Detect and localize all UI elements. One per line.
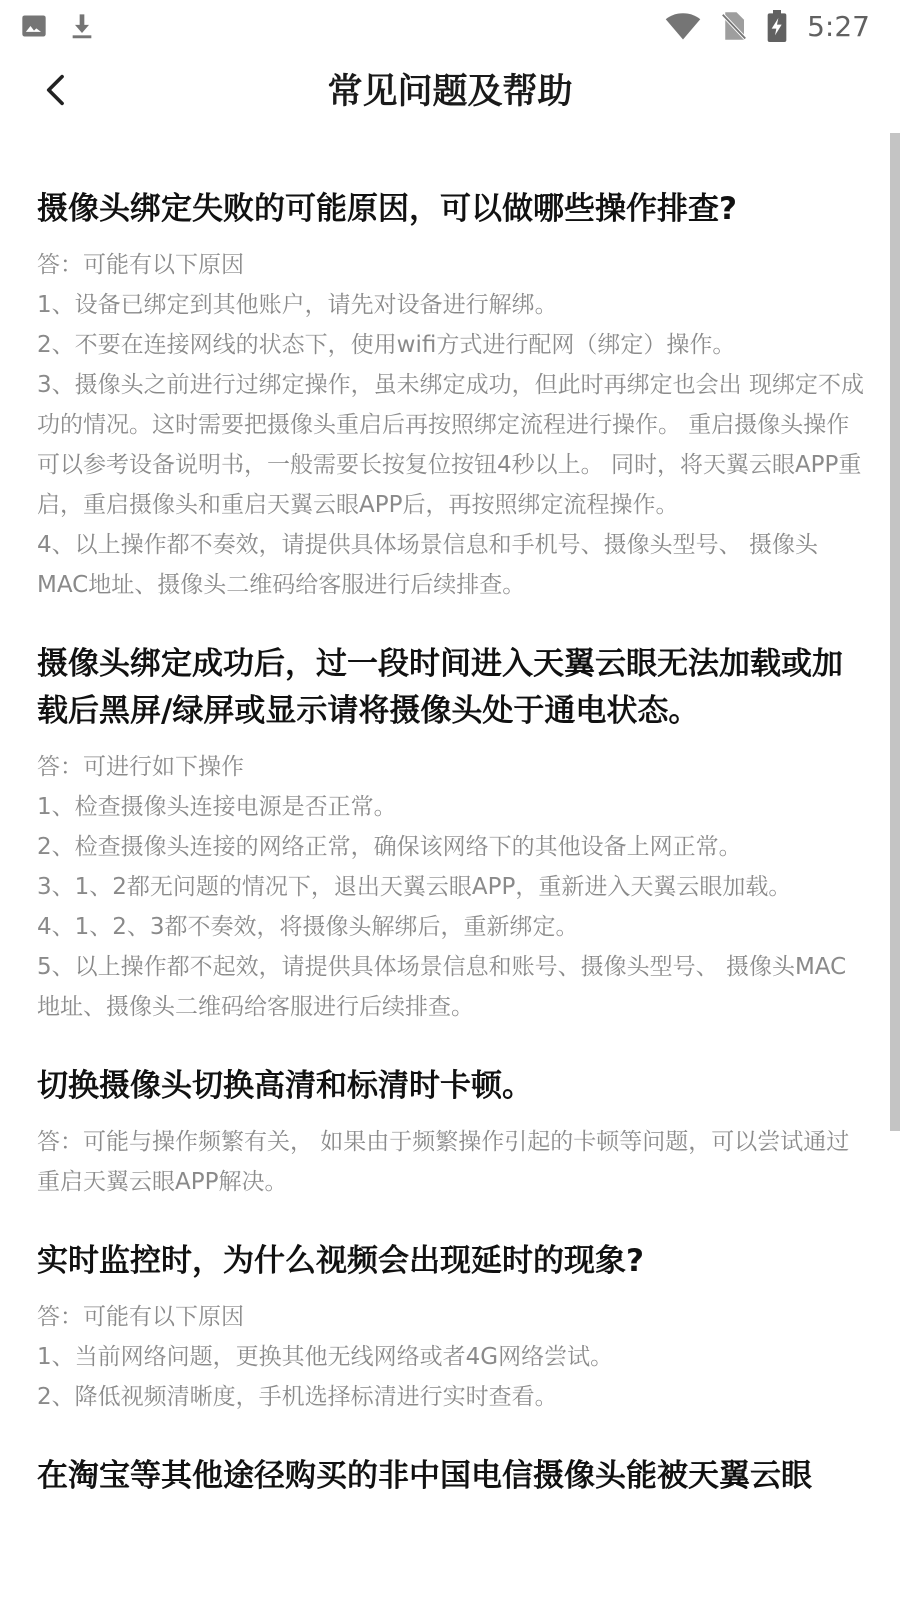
faq-answer-line: 答：可能与操作频繁有关， 如果由于频繁操作引起的卡顿等问题，可以尝试通过重启天翼云眼APP解决。 — [37, 1129, 850, 1195]
faq-answer-line: 答：可进行如下操作 — [37, 754, 244, 780]
faq-item — [37, 186, 865, 605]
faq-answer-line: 1、检查摄像头连接电源是否正常。 — [37, 794, 397, 820]
battery-charging-icon — [767, 10, 787, 42]
faq-question: 摄像头绑定成功后，过一段时间进入天翼云眼无法加载或加载后黑屏/绿屏或显示请将摄像头处于通电状态。 — [37, 646, 843, 729]
faq-question: 在淘宝等其他途径购买的非中国电信摄像头能被天翼云眼 — [37, 1458, 812, 1494]
faq-item — [37, 1063, 865, 1202]
app-bar — [0, 52, 900, 132]
no-sim-icon — [721, 11, 747, 41]
faq-list — [0, 132, 865, 1500]
status-right — [665, 10, 870, 43]
faq-question: 实时监控时，为什么视频会出现延时的现象? — [37, 1243, 644, 1279]
faq-question: 摄像头绑定失败的可能原因，可以做哪些操作排查? — [37, 191, 737, 227]
faq-answer-line: 1、当前网络问题，更换其他无线网络或者4G网络尝试。 — [37, 1344, 614, 1370]
status-bar — [0, 0, 900, 52]
faq-answer-line: 3、1、2都无问题的情况下，退出天翼云眼APP，重新进入天翼云眼加载。 — [37, 874, 792, 900]
faq-answer-line: 5、以上操作都不起效，请提供具体场景信息和账号、摄像头型号、 摄像头MAC地址、摄像头二维码给客服进行后续排查。 — [37, 954, 847, 1020]
download-icon — [68, 11, 96, 41]
faq-answer-line: 答：可能有以下原因 — [37, 252, 244, 278]
faq-answer-line: 2、检查摄像头连接的网络正常，确保该网络下的其他设备上网正常。 — [37, 834, 742, 860]
faq-item — [37, 1238, 865, 1417]
faq-answer-line: 4、1、2、3都不奏效，将摄像头解绑后，重新绑定。 — [37, 914, 579, 940]
faq-item — [37, 1453, 865, 1500]
page-title: 常见问题及帮助 — [327, 72, 573, 112]
faq-answer-line: 4、以上操作都不奏效，请提供具体场景信息和手机号、摄像头型号、 摄像头MAC地址、摄像头二维码给客服进行后续排查。 — [37, 532, 818, 598]
faq-item — [37, 641, 865, 1027]
faq-answer-line: 2、降低视频清晰度，手机选择标清进行实时查看。 — [37, 1384, 558, 1410]
status-time: 5:27 — [807, 9, 870, 43]
faq-answer-line: 3、摄像头之前进行过绑定操作，虽未绑定成功，但此时再绑定也会出 现绑定不成功的情况。这时需要把摄像头重启后再按照绑定流程进行操作。 重启摄像头操作可以参考设备说明书，一般需要长按复位按钮4秒以上。 同时，将天翼云眼APP重启，重启摄像头和重启天翼云眼APP后，再按照绑定流程操作。 — [37, 372, 864, 518]
faq-scroll-area[interactable] — [0, 132, 900, 1600]
faq-question: 切换摄像头切换高清和标清时卡顿。 — [37, 1068, 533, 1104]
faq-answer-line: 答：可能有以下原因 — [37, 1304, 244, 1330]
status-left — [20, 11, 96, 41]
scrollbar[interactable] — [890, 133, 900, 1131]
wifi-icon — [665, 11, 701, 41]
image-icon — [20, 12, 48, 40]
faq-answer-line: 2、不要在连接网线的状态下，使用wifi方式进行配网（绑定）操作。 — [37, 332, 736, 358]
faq-answer-line: 1、设备已绑定到其他账户，请先对设备进行解绑。 — [37, 292, 558, 318]
